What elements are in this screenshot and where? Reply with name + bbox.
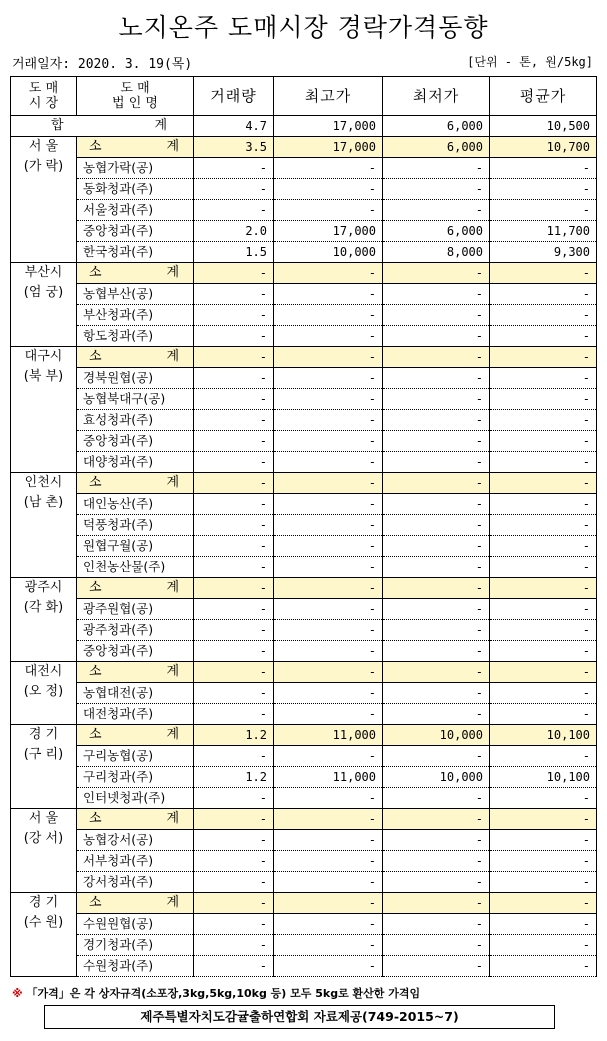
corp-name: 대양청과(주) [77,452,194,473]
subtotal-max: - [274,263,383,284]
row-avg: - [490,200,597,221]
header-min-price: 최저가 [383,77,490,116]
subtotal-avg: 10,100 [490,725,597,746]
corp-name: 효성청과(주) [77,410,194,431]
corp-name: 덕풍청과(주) [77,515,194,536]
row-avg: - [490,956,597,977]
subtotal-min: - [383,809,490,830]
row-max: - [274,746,383,767]
table-row [11,557,597,578]
row-avg: - [490,158,597,179]
row-avg: - [490,515,597,536]
row-volume: 2.0 [194,221,274,242]
header-market: 도 매 시 장 [11,77,77,116]
row-volume: - [194,515,274,536]
table-row [11,410,597,431]
row-volume: 1.5 [194,242,274,263]
subtotal-label: 소 계 [77,347,194,368]
row-max: - [274,788,383,809]
subtotal-label: 소 계 [77,578,194,599]
row-avg: - [490,746,597,767]
table-row [11,641,597,662]
row-avg: - [490,935,597,956]
total-row [11,116,597,137]
table-header-row [11,77,597,116]
row-volume: - [194,284,274,305]
row-avg: - [490,641,597,662]
row-avg: - [490,179,597,200]
row-max: - [274,158,383,179]
row-avg: - [490,914,597,935]
row-volume: - [194,620,274,641]
subtotal-max: - [274,893,383,914]
row-avg: - [490,431,597,452]
table-row [11,620,597,641]
subtotal-row [11,137,597,158]
row-min: - [383,956,490,977]
corp-name: 광주청과(주) [77,620,194,641]
table-row [11,746,597,767]
row-avg: - [490,620,597,641]
row-volume: - [194,305,274,326]
row-volume: - [194,788,274,809]
subtotal-avg: 10,700 [490,137,597,158]
total-min: 6,000 [383,116,490,137]
subtotal-volume: - [194,809,274,830]
row-avg: 10,100 [490,767,597,788]
table-row [11,914,597,935]
row-avg: - [490,389,597,410]
row-min: - [383,200,490,221]
row-min: - [383,179,490,200]
subtotal-row [11,347,597,368]
subtotal-row [11,578,597,599]
row-max: - [274,830,383,851]
corp-name: 수원원협(공) [77,914,194,935]
market-name: 광주시 (각 화) [11,578,77,662]
row-volume: - [194,935,274,956]
market-name: 대구시 (북 부) [11,347,77,473]
row-min: 8,000 [383,242,490,263]
row-max: - [274,851,383,872]
row-volume: - [194,179,274,200]
market-name: 인천시 (남 촌) [11,473,77,578]
row-max: - [274,305,383,326]
table-row [11,788,597,809]
row-min: 10,000 [383,767,490,788]
corp-name: 서울청과(주) [77,200,194,221]
subtotal-row [11,809,597,830]
subtotal-min: - [383,263,490,284]
row-avg: - [490,410,597,431]
subtotal-label: 소 계 [77,473,194,494]
row-max: - [274,515,383,536]
row-avg: - [490,830,597,851]
subtotal-max: - [274,347,383,368]
corp-name: 항도청과(주) [77,326,194,347]
row-min: - [383,851,490,872]
row-max: - [274,956,383,977]
subtotal-min: - [383,473,490,494]
price-table [10,76,597,977]
corp-name: 중앙청과(주) [77,431,194,452]
corp-name: 광주원협(공) [77,599,194,620]
subtotal-label: 소 계 [77,263,194,284]
corp-name: 인천농산물(주) [77,557,194,578]
table-row [11,704,597,725]
market-name: 서 울 (가 락) [11,137,77,263]
subtotal-label: 소 계 [77,662,194,683]
row-min: - [383,620,490,641]
row-min: - [383,284,490,305]
total-volume: 4.7 [194,116,274,137]
subtotal-max: - [274,809,383,830]
corp-name: 원협구월(공) [77,536,194,557]
row-max: - [274,410,383,431]
table-row [11,368,597,389]
corp-name: 수원청과(주) [77,956,194,977]
row-volume: - [194,389,274,410]
row-min: - [383,704,490,725]
corp-name: 농협강서(공) [77,830,194,851]
row-min: - [383,326,490,347]
row-avg: - [490,452,597,473]
row-avg: - [490,305,597,326]
source-credit: 제주특별자치도감귤출하연합회 자료제공(749-2015~7) [44,1005,555,1029]
subtotal-max: 11,000 [274,725,383,746]
row-avg: - [490,368,597,389]
corp-name: 한국청과(주) [77,242,194,263]
corp-name: 농협부산(공) [77,284,194,305]
unit-note: [단위 - 톤, 원/5kg] [467,55,593,69]
market-name: 경 기 (구 리) [11,725,77,809]
footnote [12,985,420,1001]
subtotal-volume: - [194,473,274,494]
subtotal-avg: - [490,893,597,914]
corp-name: 농협대전(공) [77,683,194,704]
corp-name: 농협가락(공) [77,158,194,179]
total-label: 합 계 [11,116,194,137]
row-min: - [383,599,490,620]
corp-name: 동화청과(주) [77,179,194,200]
row-volume: 1.2 [194,767,274,788]
row-max: - [274,641,383,662]
table-row [11,431,597,452]
subtotal-row [11,893,597,914]
market-name: 서 울 (강 서) [11,809,77,893]
subtotal-row [11,662,597,683]
corp-name: 구리청과(주) [77,767,194,788]
table-row [11,536,597,557]
row-avg: 11,700 [490,221,597,242]
corp-name: 중앙청과(주) [77,221,194,242]
corp-name: 경북원협(공) [77,368,194,389]
row-max: - [274,620,383,641]
row-max: - [274,200,383,221]
corp-name: 농협북대구(공) [77,389,194,410]
row-min: - [383,935,490,956]
row-volume: - [194,830,274,851]
row-max: 17,000 [274,221,383,242]
subtotal-avg: - [490,473,597,494]
row-min: - [383,830,490,851]
row-min: - [383,536,490,557]
table-row [11,200,597,221]
row-volume: - [194,914,274,935]
trade-date: 거래일자: 2020. 3. 19(목) [12,57,193,72]
row-volume: - [194,599,274,620]
table-row [11,179,597,200]
row-min: - [383,515,490,536]
row-avg: - [490,851,597,872]
row-avg: - [490,599,597,620]
table-row [11,956,597,977]
row-max: - [274,683,383,704]
row-avg: - [490,683,597,704]
row-min: - [383,683,490,704]
row-avg: - [490,872,597,893]
row-max: - [274,872,383,893]
subtotal-volume: - [194,893,274,914]
row-max: - [274,494,383,515]
row-volume: - [194,641,274,662]
subtotal-label: 소 계 [77,893,194,914]
row-avg: - [490,704,597,725]
row-max: - [274,704,383,725]
subtotal-label: 소 계 [77,809,194,830]
row-min: - [383,494,490,515]
corp-name: 중앙청과(주) [77,641,194,662]
subtotal-max: - [274,578,383,599]
corp-name: 강서청과(주) [77,872,194,893]
header-corp: 도 매 법 인 명 [77,77,194,116]
table-row [11,305,597,326]
page-title: 노지온주 도매시장 경락가격동향 [118,13,489,42]
subtotal-max: - [274,473,383,494]
header-max-price: 최고가 [274,77,383,116]
table-row [11,494,597,515]
table-row [11,326,597,347]
row-max: - [274,452,383,473]
row-volume: - [194,326,274,347]
row-volume: - [194,494,274,515]
row-min: 6,000 [383,221,490,242]
row-min: - [383,431,490,452]
table-row [11,221,597,242]
row-min: - [383,872,490,893]
row-volume: - [194,452,274,473]
subtotal-max: 17,000 [274,137,383,158]
row-volume: - [194,746,274,767]
subtotal-min: 6,000 [383,137,490,158]
subtotal-volume: - [194,578,274,599]
row-volume: - [194,704,274,725]
row-volume: - [194,410,274,431]
table-row [11,284,597,305]
row-min: - [383,305,490,326]
row-min: - [383,410,490,431]
subtotal-volume: - [194,347,274,368]
row-min: - [383,389,490,410]
row-avg: - [490,284,597,305]
row-min: - [383,746,490,767]
table-row [11,599,597,620]
row-volume: - [194,536,274,557]
subtotal-max: - [274,662,383,683]
subtotal-min: 10,000 [383,725,490,746]
subtotal-volume: 1.2 [194,725,274,746]
row-min: - [383,452,490,473]
row-max: - [274,557,383,578]
row-avg: - [490,326,597,347]
table-row [11,935,597,956]
subtotal-avg: - [490,347,597,368]
subtotal-row [11,473,597,494]
total-avg: 10,500 [490,116,597,137]
table-row [11,851,597,872]
row-min: - [383,788,490,809]
row-max: - [274,179,383,200]
row-min: - [383,914,490,935]
market-name: 대전시 (오 정) [11,662,77,725]
subtotal-row [11,263,597,284]
row-volume: - [194,158,274,179]
row-max: - [274,599,383,620]
corp-name: 구리농협(공) [77,746,194,767]
footnote-text: 「가격」은 각 상자규격(소포장,3kg,5kg,10kg 등) 모두 5kg로 환산한 가격임 [26,987,421,1000]
row-volume: - [194,683,274,704]
row-max: - [274,914,383,935]
row-max: - [274,284,383,305]
subtotal-label: 소 계 [77,137,194,158]
table-row [11,158,597,179]
note-mark: ※ [12,987,23,1000]
table-row [11,683,597,704]
subtotal-avg: - [490,578,597,599]
table-row [11,767,597,788]
row-max: - [274,368,383,389]
row-max: 11,000 [274,767,383,788]
subtotal-min: - [383,662,490,683]
table-row [11,515,597,536]
row-min: - [383,158,490,179]
row-avg: - [490,557,597,578]
subtotal-volume: - [194,662,274,683]
table-row [11,242,597,263]
row-max: - [274,326,383,347]
table-row [11,830,597,851]
table-row [11,452,597,473]
subtotal-label: 소 계 [77,725,194,746]
subtotal-min: - [383,578,490,599]
subtotal-min: - [383,893,490,914]
row-min: - [383,368,490,389]
row-min: - [383,557,490,578]
corp-name: 대전청과(주) [77,704,194,725]
corp-name: 서부청과(주) [77,851,194,872]
row-volume: - [194,851,274,872]
header-avg-price: 평균가 [490,77,597,116]
table-row [11,389,597,410]
market-name: 경 기 (수 원) [11,893,77,977]
row-min: - [383,641,490,662]
market-name: 부산시 (엄 궁) [11,263,77,347]
table-row [11,872,597,893]
row-volume: - [194,368,274,389]
row-volume: - [194,956,274,977]
row-max: - [274,389,383,410]
row-max: 10,000 [274,242,383,263]
subtotal-avg: - [490,662,597,683]
header-volume: 거래량 [194,77,274,116]
corp-name: 경기청과(주) [77,935,194,956]
corp-name: 부산청과(주) [77,305,194,326]
row-max: - [274,431,383,452]
subtotal-row [11,725,597,746]
corp-name: 대인농산(주) [77,494,194,515]
row-avg: - [490,536,597,557]
row-volume: - [194,872,274,893]
total-max: 17,000 [274,116,383,137]
subtotal-avg: - [490,809,597,830]
row-max: - [274,536,383,557]
row-avg: - [490,494,597,515]
subtotal-avg: - [490,263,597,284]
row-volume: - [194,200,274,221]
row-volume: - [194,557,274,578]
corp-name: 인터넷청과(주) [77,788,194,809]
row-volume: - [194,431,274,452]
row-avg: 9,300 [490,242,597,263]
subtotal-volume: 3.5 [194,137,274,158]
row-max: - [274,935,383,956]
subtotal-min: - [383,347,490,368]
subtotal-volume: - [194,263,274,284]
row-avg: - [490,788,597,809]
